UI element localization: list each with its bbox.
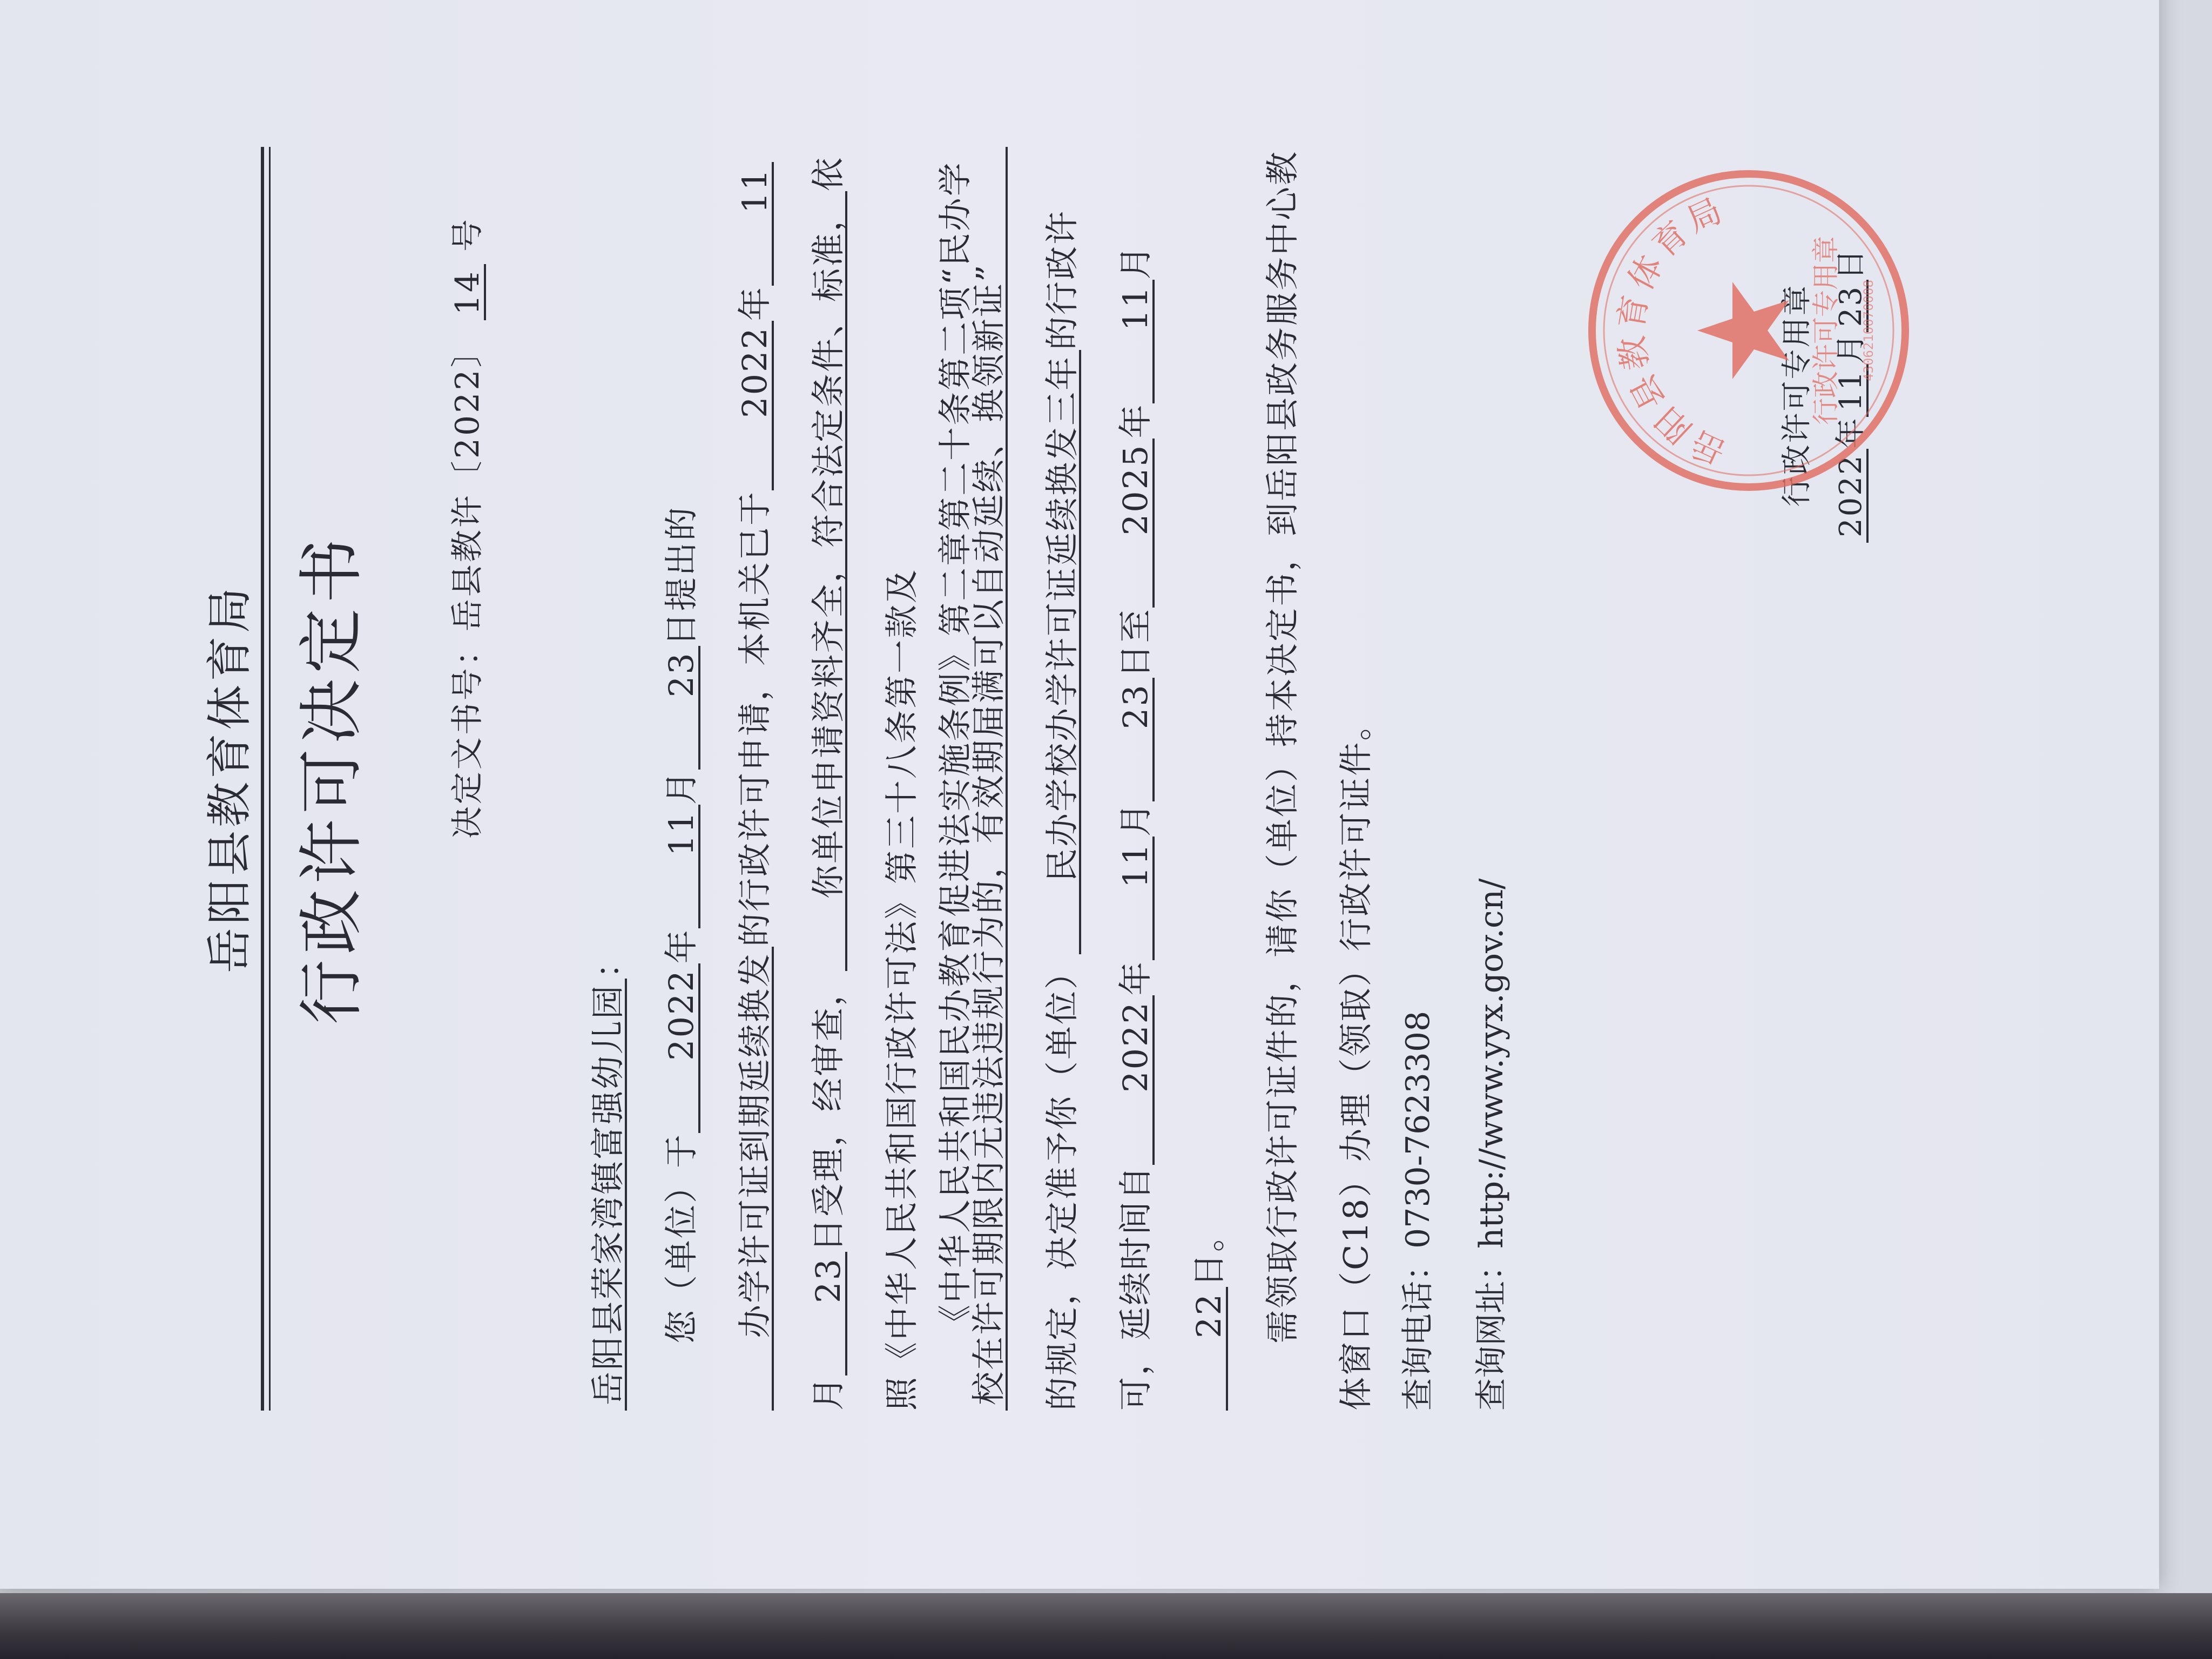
header-rule-thick: [261, 147, 264, 1411]
official-seal: [1581, 163, 1916, 498]
text-fragment: 日。: [1189, 1217, 1229, 1287]
valid-to-year: 2025: [1119, 439, 1155, 608]
text-fragment: 日: [1833, 247, 1869, 280]
website-label: 查询网址：: [1473, 1249, 1510, 1411]
seal-arc-textpath: 岳阳县教育体育局: [1610, 188, 1732, 473]
apply-year: 2022: [665, 963, 700, 1133]
text-fragment: 月: [808, 1375, 848, 1411]
seal-serial: 4306210070008: [1861, 280, 1876, 381]
phone-number: 0730-7623308: [1399, 1010, 1437, 1249]
apply-day: 23: [665, 646, 700, 770]
valid-from-month: 11: [1119, 837, 1155, 960]
text-fragment: 的行政许可，延续时间自: [1042, 209, 1155, 1411]
text-fragment: 年: [1833, 416, 1869, 449]
text-fragment: 您（单位）于: [662, 1132, 701, 1344]
accept-month: 11: [738, 162, 774, 286]
apply-month: 11: [665, 805, 700, 928]
document-body: [571, 147, 1393, 1411]
decision-paragraph: [645, 147, 1246, 1411]
sign-day: 23: [1836, 280, 1869, 332]
phone-label: 查询电话：: [1399, 1249, 1437, 1411]
doc-number-label: 决定文书号：岳县教许〔2022〕: [449, 333, 487, 839]
text-fragment: 日提出的: [662, 505, 701, 646]
table-edge-shadow: [0, 1593, 2212, 1659]
recipient-name: 岳阳县荣家湾镇富强幼儿园: [591, 979, 627, 1411]
text-fragment: 的行政许可申请，本机关已于: [735, 490, 774, 947]
document-title: 行政许可决定书: [294, 533, 369, 1024]
signature-org: 行政许可专用章: [1779, 284, 1815, 507]
text-fragment: 依照《中华人民共和国行政许可法》第三十八条第一款及: [808, 156, 921, 1411]
accept-year: 2022: [738, 321, 774, 490]
phone-line: [1381, 879, 1455, 1411]
sign-year: 2022: [1836, 449, 1869, 543]
review-finding: 你单位申请资料齐全，符合法定条件、标准，: [812, 191, 847, 971]
application-item: 办学许可证到期延续换发: [738, 947, 774, 1411]
text-fragment: 日受理，经审查，: [808, 971, 848, 1252]
permit-granted: 民办学校办学许可证延续换发三年: [1046, 350, 1081, 954]
valid-to-day: 22: [1192, 1287, 1228, 1411]
text-fragment: 的规定，决定准予你（单位）: [1042, 954, 1082, 1411]
sign-month: 11: [1836, 364, 1869, 416]
collection-paragraph: 需领取行政许可证件的，请你（单位）持本决定书，到岳阳县政务服务中心教体窗口（C18）办理（领取）行政许可证件。: [1263, 150, 1375, 1411]
valid-to-month: 11: [1119, 280, 1155, 403]
valid-from-day: 23: [1119, 678, 1155, 801]
doc-number-suffix: 号: [449, 217, 487, 252]
text-fragment: 年: [662, 928, 701, 964]
contact-info: [1381, 879, 1528, 1411]
accept-day: 23: [812, 1252, 847, 1375]
text-fragment: 年: [735, 286, 774, 321]
text-fragment: 月: [662, 770, 701, 805]
valid-from-year: 2022: [1119, 995, 1155, 1165]
text-fragment: 月: [1116, 244, 1155, 280]
text-fragment: 月: [1833, 332, 1869, 365]
issuer-header: 岳阳县教育体育局: [203, 584, 256, 974]
text-fragment: 日至: [1116, 608, 1155, 678]
header-rule-thin: [269, 147, 271, 1411]
legal-basis: 《中华人民共和国民办教育促进法实施条例》第二章第二十条第二项“民办学校在许可期限内无违法违规行为的，有效期届满可以自动延续、换领新证”: [939, 147, 1008, 1411]
website-url[interactable]: http://www.yyx.gov.cn/: [1473, 878, 1510, 1249]
text-fragment: 年: [1116, 960, 1155, 996]
website-line: [1455, 879, 1528, 1411]
doc-number-value: 14: [451, 264, 486, 320]
seal-subtitle: 行政许可专用章: [1810, 236, 1842, 425]
seal-star-icon: [1697, 282, 1789, 379]
recipient-line: [571, 147, 645, 1411]
recipient-colon: ：: [588, 943, 628, 979]
text-fragment: 月: [1116, 801, 1155, 837]
document-number: [442, 217, 488, 839]
text-fragment: 年: [1116, 403, 1155, 439]
